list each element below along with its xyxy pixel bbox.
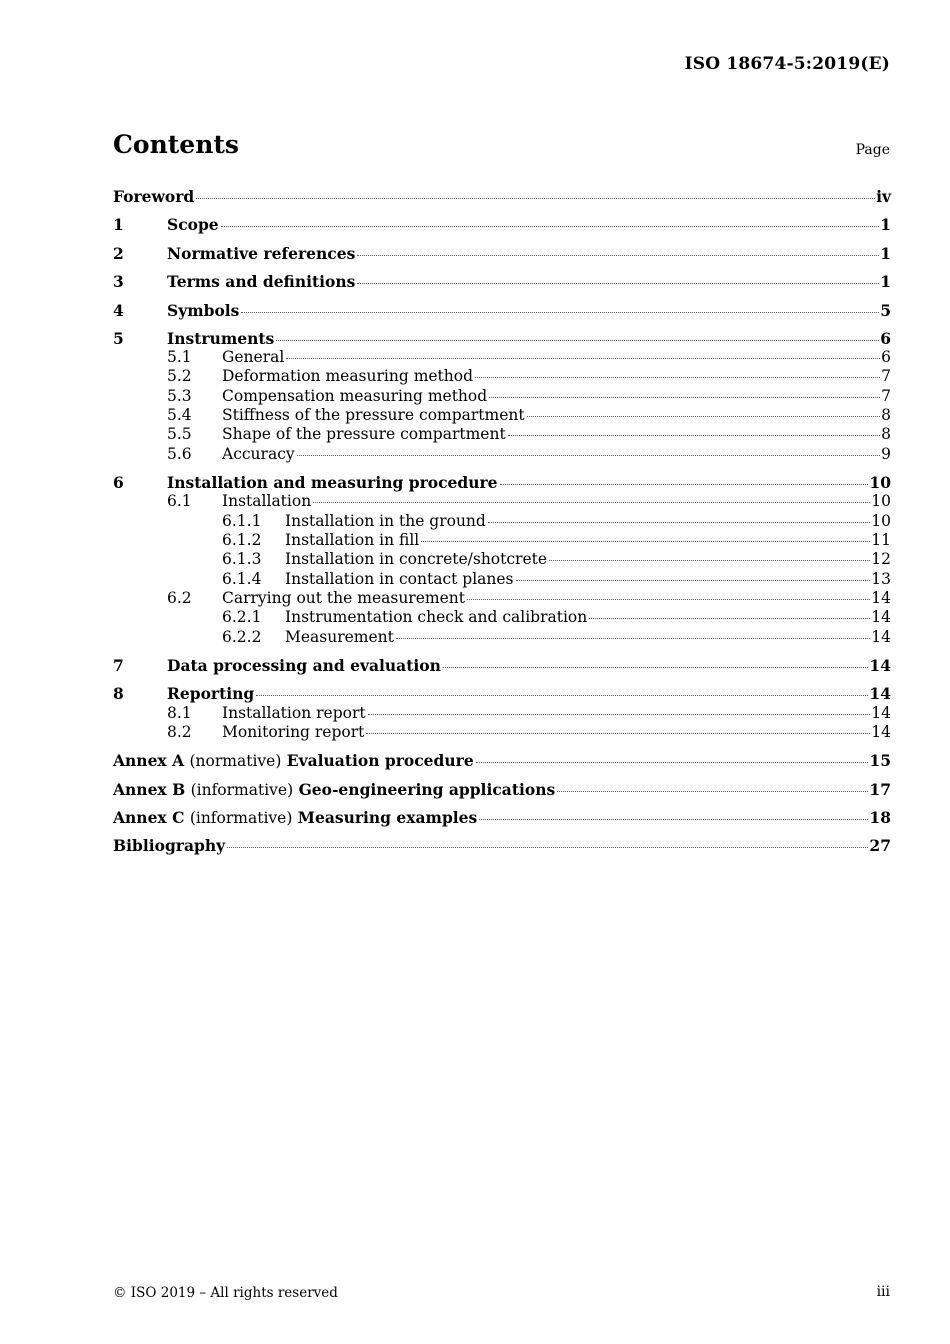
- page-number: iii: [876, 1284, 890, 1300]
- dot-leader: [313, 502, 870, 503]
- toc-entry-page: 8: [881, 425, 891, 443]
- toc-entry-number: 6.1: [167, 492, 192, 510]
- dot-leader: [500, 484, 869, 485]
- toc-entry-number: 6.2.1: [222, 608, 262, 626]
- toc-entry[interactable]: [113, 836, 891, 856]
- toc-entry-number: 5: [113, 329, 124, 348]
- dot-leader: [227, 847, 868, 848]
- dot-leader: [221, 226, 880, 227]
- toc-entry[interactable]: [113, 301, 891, 321]
- toc-entry-page: 10: [869, 473, 891, 492]
- toc-entry-number: 5.2: [167, 367, 192, 385]
- toc-entry-label: Monitoring report: [222, 723, 365, 741]
- toc-entry-label: Installation in the ground: [285, 512, 486, 530]
- toc-entry[interactable]: [113, 406, 891, 426]
- annex-id: Annex B: [113, 780, 186, 799]
- dot-leader: [357, 283, 879, 284]
- toc-entry-page: 6: [881, 348, 891, 366]
- toc-entry-label: Installation in fill: [285, 531, 420, 549]
- toc-entry[interactable]: [113, 570, 891, 590]
- toc-entry[interactable]: [113, 628, 891, 648]
- dot-leader: [508, 435, 880, 436]
- toc-entry-label: General: [222, 348, 285, 366]
- toc-entry-label: Installation report: [222, 704, 366, 722]
- toc-entry-number: 4: [113, 301, 124, 320]
- dot-leader: [516, 580, 871, 581]
- dot-leader: [357, 255, 879, 256]
- toc-entry[interactable]: [113, 387, 891, 407]
- dot-leader: [276, 340, 879, 341]
- toc-entry-label: Installation: [222, 492, 312, 510]
- toc-entry-label: Terms and definitions: [167, 272, 356, 291]
- toc-entry-page: 11: [871, 531, 891, 549]
- toc-entry-number: 6.1.4: [222, 570, 262, 588]
- toc-entry-page: 7: [881, 367, 891, 385]
- toc-entry-label: Symbols: [167, 301, 240, 320]
- toc-entry-number: 5.4: [167, 406, 192, 424]
- toc-entry[interactable]: [113, 684, 891, 704]
- toc-entry[interactable]: [113, 425, 891, 445]
- dot-leader: [589, 618, 870, 619]
- dot-leader: [196, 198, 875, 199]
- toc-entry-page: 7: [881, 387, 891, 405]
- dot-leader: [366, 733, 870, 734]
- toc-entry-page: 14: [871, 628, 891, 646]
- dot-leader: [479, 819, 868, 820]
- toc-entry-page: 1: [880, 244, 891, 263]
- toc-annex-label: [113, 808, 477, 827]
- dot-leader: [256, 695, 868, 696]
- toc-entry-page: 13: [871, 570, 891, 588]
- page-column-label: Page: [855, 142, 890, 158]
- toc-entry-label: Measurement: [285, 628, 394, 646]
- toc-entry-number: 6.2: [167, 589, 192, 607]
- annex-qualifier: (informative): [189, 809, 293, 827]
- toc-entry[interactable]: [113, 215, 891, 235]
- toc-entry[interactable]: [113, 473, 891, 493]
- toc-entry-number: 5.5: [167, 425, 192, 443]
- toc-entry[interactable]: [113, 704, 891, 724]
- toc-entry-page: 6: [880, 329, 891, 348]
- toc-entry-number: 7: [113, 656, 124, 675]
- toc-entry-page: iv: [876, 187, 891, 206]
- toc-entry-label: Bibliography: [113, 836, 226, 855]
- toc-entry[interactable]: [113, 780, 891, 800]
- toc-annex-label: [113, 780, 555, 799]
- dot-leader: [421, 541, 870, 542]
- toc-entry[interactable]: [113, 656, 891, 676]
- toc-entry-label: Accuracy: [222, 445, 295, 463]
- toc-entry-page: 1: [880, 272, 891, 291]
- toc-entry-page: 14: [869, 656, 891, 675]
- toc-entry-label: Compensation measuring method: [222, 387, 488, 405]
- toc-entry-page: 9: [881, 445, 891, 463]
- toc-entry[interactable]: [113, 531, 891, 551]
- toc-entry[interactable]: [113, 492, 891, 512]
- annex-title: Measuring examples: [297, 808, 478, 827]
- annex-id: Annex C: [113, 808, 185, 827]
- dot-leader: [467, 599, 870, 600]
- toc-entry-number: 3: [113, 272, 124, 291]
- dot-leader: [476, 762, 869, 763]
- toc-entry-page: 5: [880, 301, 891, 320]
- toc-entry[interactable]: [113, 367, 891, 387]
- toc-entry-page: 10: [871, 512, 891, 530]
- toc-entry-page: 10: [871, 492, 891, 510]
- annex-title: Geo-engineering applications: [298, 780, 556, 799]
- toc-entry-label: Data processing and evaluation: [167, 656, 441, 675]
- toc-entry-page: 1: [880, 215, 891, 234]
- toc-entry-label: Instruments: [167, 329, 275, 348]
- toc-entry[interactable]: [113, 244, 891, 264]
- toc-entry-number: 6: [113, 473, 124, 492]
- toc-entry-number: 8: [113, 684, 124, 703]
- toc-entry-label: Foreword: [113, 187, 195, 206]
- toc-entry[interactable]: [113, 589, 891, 609]
- toc-entry-page: 18: [869, 808, 891, 827]
- dot-leader: [396, 638, 870, 639]
- toc-entry[interactable]: [113, 348, 891, 368]
- toc-entry-page: 8: [881, 406, 891, 424]
- dot-leader: [286, 358, 880, 359]
- toc-entry-label: Scope: [167, 215, 219, 234]
- toc-entry[interactable]: [113, 445, 891, 465]
- dot-leader: [489, 397, 880, 398]
- dot-leader: [475, 377, 880, 378]
- toc-entry[interactable]: [113, 329, 891, 349]
- toc-entry-label: Stiffness of the pressure compartment: [222, 406, 525, 424]
- dot-leader: [443, 667, 869, 668]
- toc-entry-page: 12: [871, 550, 891, 568]
- toc-entry-label: Deformation measuring method: [222, 367, 474, 385]
- toc-entry-page: 27: [869, 836, 891, 855]
- toc-entry-number: 6.2.2: [222, 628, 262, 646]
- toc-entry-page: 14: [871, 608, 891, 626]
- dot-leader: [368, 714, 871, 715]
- toc-entry-page: 14: [871, 723, 891, 741]
- toc-entry-label: Installation and measuring procedure: [167, 473, 498, 492]
- toc-entry-label: Normative references: [167, 244, 356, 263]
- dot-leader: [549, 560, 870, 561]
- toc-entry-number: 6.1.3: [222, 550, 262, 568]
- toc-entry-label: Installation in contact planes: [285, 570, 514, 588]
- toc-entry-number: 5.6: [167, 445, 192, 463]
- dot-leader: [557, 791, 868, 792]
- annex-id: Annex A: [113, 751, 185, 770]
- toc-entry-label: Carrying out the measurement: [222, 589, 465, 607]
- toc-entry-number: 2: [113, 244, 124, 263]
- dot-leader: [297, 455, 880, 456]
- dot-leader: [488, 522, 870, 523]
- annex-qualifier: (informative): [190, 781, 294, 799]
- toc-entry-number: 5.1: [167, 348, 192, 366]
- annex-title: Evaluation procedure: [286, 751, 474, 770]
- toc-annex-label: [113, 751, 474, 770]
- page-title: Contents: [113, 130, 240, 159]
- toc-entry-page: 14: [871, 704, 891, 722]
- toc-entry-page: 17: [869, 780, 891, 799]
- toc-entry-label: Instrumentation check and calibration: [285, 608, 588, 626]
- annex-qualifier: (normative): [189, 752, 282, 770]
- toc-entry[interactable]: [113, 608, 891, 628]
- toc-entry-page: 14: [869, 684, 891, 703]
- toc-entry[interactable]: [113, 272, 891, 292]
- toc-entry[interactable]: [113, 751, 891, 771]
- toc-entry-number: 6.1.1: [222, 512, 262, 530]
- toc-entry[interactable]: [113, 187, 891, 207]
- dot-leader: [241, 312, 879, 313]
- toc-entry-label: Shape of the pressure compartment: [222, 425, 506, 443]
- toc-entry-label: Installation in concrete/shotcrete: [285, 550, 548, 568]
- toc-entry-page: 14: [871, 589, 891, 607]
- copyright-notice: © ISO 2019 – All rights reserved: [113, 1285, 338, 1301]
- toc-entry[interactable]: [113, 512, 891, 532]
- toc-entry-number: 6.1.2: [222, 531, 262, 549]
- toc-entry[interactable]: [113, 808, 891, 828]
- toc-entry-number: 8.2: [167, 723, 192, 741]
- toc-entry-number: 8.1: [167, 704, 192, 722]
- dot-leader: [527, 416, 881, 417]
- toc-entry-page: 15: [869, 751, 891, 770]
- toc-entry[interactable]: [113, 723, 891, 743]
- toc-entry-label: Reporting: [167, 684, 255, 703]
- document-identifier: ISO 18674-5:2019(E): [684, 54, 890, 74]
- toc-entry-number: 1: [113, 215, 124, 234]
- toc-entry-number: 5.3: [167, 387, 192, 405]
- toc-entry[interactable]: [113, 550, 891, 570]
